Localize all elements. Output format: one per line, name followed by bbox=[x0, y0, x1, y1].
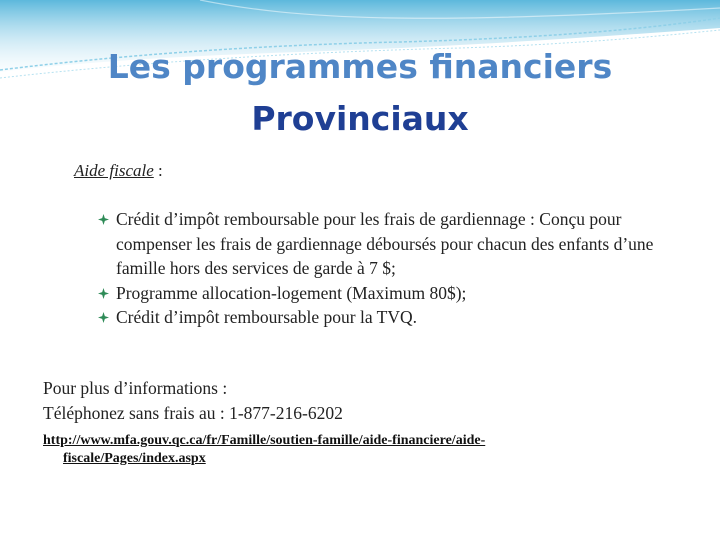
section-label bbox=[74, 160, 163, 182]
bullet-item bbox=[98, 281, 698, 306]
link-line-1: http://www.mfa.gouv.qc.ca/fr/Famille/soutien-famille/aide-financiere/aide- bbox=[43, 433, 486, 448]
info-block bbox=[43, 376, 343, 426]
diamond-bullet-icon bbox=[98, 214, 109, 225]
title-line-2: Provinciaux bbox=[251, 99, 469, 138]
phone-line: Téléphonez sans frais au : 1-877-216-6202 bbox=[43, 403, 343, 423]
bullet-text: Crédit d’impôt remboursable pour les frais de gardiennage : Conçu pour compenser les frais de gardiennage déboursés pour chacun des enfants d’une famille hors des services de garde à 7 $; bbox=[116, 209, 654, 278]
bullet-list bbox=[98, 207, 698, 330]
diamond-bullet-icon bbox=[98, 288, 109, 299]
bullet-item bbox=[98, 207, 698, 281]
section-label-text: Aide fiscale bbox=[74, 161, 154, 180]
title-line-1: Les programmes financiers bbox=[107, 47, 613, 86]
link-line-2: fiscale/Pages/index.aspx bbox=[63, 451, 206, 466]
bullet-text: Programme allocation-logement (Maximum 80$); bbox=[116, 282, 467, 303]
bullet-item bbox=[98, 305, 698, 330]
info-line-1: Pour plus d’informations : bbox=[43, 378, 228, 398]
diamond-bullet-icon bbox=[98, 312, 109, 323]
website-link[interactable] bbox=[43, 432, 603, 468]
bullet-text: Crédit d’impôt remboursable pour la TVQ. bbox=[116, 307, 418, 327]
section-label-colon: : bbox=[153, 161, 163, 180]
